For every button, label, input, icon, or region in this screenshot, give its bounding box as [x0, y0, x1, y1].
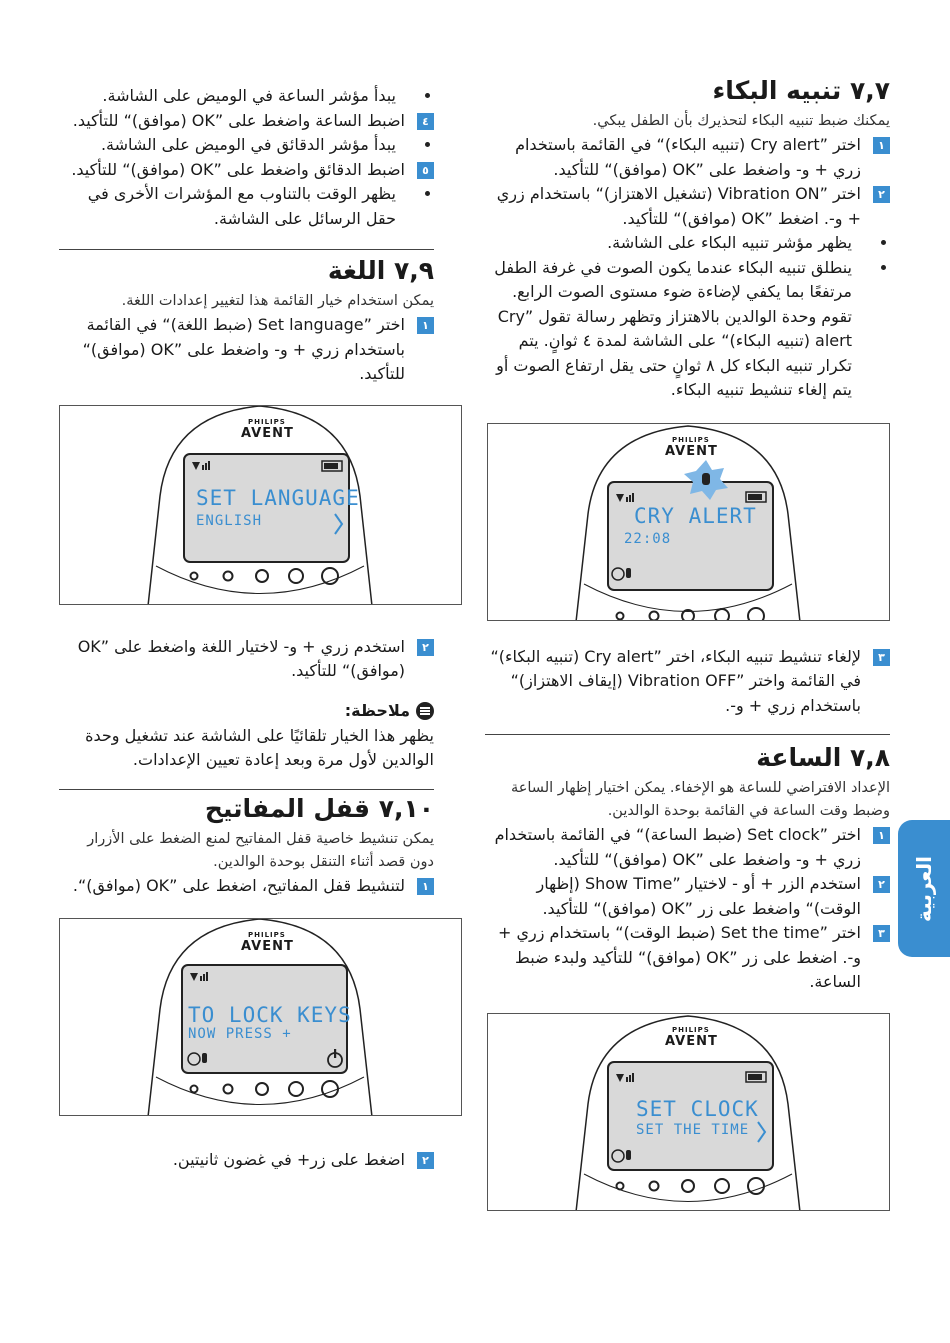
- step-number: ٢: [417, 639, 434, 656]
- step-number: ١: [417, 317, 434, 334]
- step-number: ١: [873, 827, 890, 844]
- bullet-icon: [878, 240, 886, 248]
- bullet-text: يبدأ مؤشر الساعة في الوميض على الشاشة.: [102, 86, 396, 105]
- step-text: اختر ”Set the time (ضبط الوقت)“ باستخدام زري + و-. اضغط على زر ”OK (موافق)“ للتأكيد ولبدء ضبط الساعة.: [497, 923, 861, 991]
- step-number: ٢: [417, 1152, 434, 1169]
- language-side-tab: [898, 820, 950, 957]
- brand-avent: AVENT: [665, 443, 718, 459]
- step-text: اختر ”Cry alert (تنبيه البكاء)“ في القائمة باستخدام زري + و- واضغط على ”OK (موافق)“ للتأكيد.: [515, 135, 861, 179]
- step-number: ٤: [417, 113, 434, 130]
- section-title-keylock: ٧,١٠ قفل المفاتيح: [204, 793, 434, 823]
- step-number: ٣: [873, 649, 890, 666]
- step-number: ٢: [873, 876, 890, 893]
- note-heading: [59, 698, 434, 724]
- brand-avent: AVENT: [665, 1033, 718, 1049]
- cry-alert-illustration: [487, 423, 890, 621]
- lcd-line-2: NOW PRESS +: [188, 1026, 292, 1042]
- step-number: ١: [417, 878, 434, 895]
- language-step-2: [59, 635, 434, 684]
- section-title-clock: ٧,٨ الساعة: [756, 743, 890, 772]
- brand-avent: AVENT: [241, 425, 294, 441]
- lcd-line-1: SET LANGUAGE: [196, 485, 360, 510]
- step-text: اضبط الساعة واضغط على ”OK (موافق)“ للتأكيد.: [72, 110, 405, 130]
- step-number: ١: [873, 137, 890, 154]
- clock-step-2: [485, 872, 890, 921]
- language-illustration: [59, 405, 462, 605]
- lcd-line-1: CRY ALERT: [634, 503, 757, 528]
- side-tab-label: العربية: [912, 855, 936, 922]
- step-text: اختر ”Vibration ON (تشغيل الاهتزاز)“ باستخدام زري + و-. اضغط ”OK (موافق)“ للتأكيد.: [496, 184, 861, 228]
- clock-step-3: [485, 921, 890, 995]
- bullet-text: يظهر مؤشر تنبيه البكاء على الشاشة.: [607, 233, 852, 252]
- step-text: لإلغاء تنشيط تنبيه البكاء، اختر ”Cry alert (تنبيه البكاء)“ في القائمة واختر ”Vibration OFF (إيقاف الاهتزاز)“ باستخدام زري + و-.: [490, 646, 861, 715]
- clock-bullet-1: [59, 84, 434, 109]
- lcd-line-2: 22:08: [624, 530, 672, 547]
- clock-illustration: [487, 1013, 890, 1211]
- cry-alert-step-2: [485, 182, 890, 231]
- clock-intro: الإعداد الافتراضي للساعة هو الإخفاء. يمكن اختيار إظهار الساعة وضبط وقت الساعة في القائمة بوحدة الوالدين.: [510, 780, 890, 819]
- section-divider: [59, 249, 434, 250]
- keylock-illustration: [59, 918, 462, 1116]
- brand-philips: PHILIPS: [672, 435, 710, 444]
- bullet-text: ينطلق تنبيه البكاء عندما يكون الصوت في غرفة الطفل مرتفعًا بما يكفي لإضاءة ضوء مستوى الصوت الرابع. تقوم وحدة الوالدين بالاهتزاز وتظهر رسالة تقول ”Cry alert (تنبيه البكاء)“ على الشاشة لمدة ٤ ثوانٍ. يتم تكرار تنبيه البكاء كل ٨ ثوانٍ حتى يقل ارتفاع الصوت أو يتم إلغاء تنشيط تنبيه البكاء.: [494, 257, 852, 399]
- clock-step-4: [59, 109, 434, 134]
- step-text: استخدم الزر + أو - لاختيار ”Show Time (إظهار الوقت)“ واضغط على زر ”OK (موافق)“ للتأكيد.: [536, 874, 861, 918]
- bullet-icon: [878, 265, 886, 273]
- bullet-icon: [422, 191, 430, 199]
- clock-bullet-3: [59, 182, 434, 231]
- lcd-line-1: SET CLOCK: [636, 1096, 759, 1121]
- clock-bullet-2: [59, 133, 434, 158]
- section-divider: [59, 789, 434, 790]
- keylock-intro: يمكن تنشيط خاصية قفل المفاتيح لمنع الضغط على الأزرار دون قصد أثناء التنقل بوحدة الوالدين.: [87, 830, 434, 870]
- clock-step-1: [485, 823, 890, 872]
- cry-alert-step-3: [485, 645, 890, 719]
- language-intro: يمكن استخدام خيار القائمة هذا لتغيير إعدادات اللغة.: [121, 293, 434, 309]
- lcd-line-2: SET THE TIME: [636, 1121, 750, 1138]
- brand-avent: AVENT: [241, 939, 294, 954]
- right-column: [485, 74, 890, 1211]
- brand-philips: PHILIPS: [248, 417, 286, 426]
- cry-alert-bullet-1: [485, 231, 890, 256]
- step-text: اختر ”Set language (ضبط اللغة)“ في القائمة باستخدام زري + و- واضغط على ”OK (موافق)“ للتأكيد.: [82, 315, 405, 383]
- cry-alert-intro: يمكنك ضبط تنبيه البكاء لتحذيرك بأن الطفل يبكي.: [592, 113, 890, 129]
- section-divider: [485, 734, 890, 735]
- step-number: ٥: [417, 162, 434, 179]
- cry-alert-bullet-2: [485, 256, 890, 403]
- bullet-text: يبدأ مؤشر الدقائق في الوميض على الشاشة.: [100, 135, 396, 154]
- step-number: ٣: [873, 925, 890, 942]
- keylock-step-2: [59, 1148, 434, 1173]
- step-number: ٢: [873, 186, 890, 203]
- step-text: اختر ”Set clock (ضبط الساعة)“ في القائمة باستخدام زري + و- واضغط على ”OK (موافق)“ للتأكيد.: [494, 825, 861, 869]
- cry-alert-step-1: [485, 133, 890, 182]
- clock-step-5: [59, 158, 434, 183]
- step-text: اضبط الدقائق واضغط على ”OK (موافق)“ للتأكيد.: [71, 159, 405, 179]
- step-text: لتنشيط قفل المفاتيح، اضغط على ”OK (موافق)“.: [72, 875, 405, 895]
- keylock-step-1: [59, 874, 434, 899]
- brand-philips: PHILIPS: [248, 931, 286, 939]
- step-text: استخدم زري + و- لاختيار اللغة واضغط على ”OK (موافق)“ للتأكيد.: [77, 636, 405, 680]
- section-title-cry-alert: ٧,٧ تنبيه البكاء: [712, 76, 890, 105]
- section-title-language: ٧,٩ اللغة: [327, 256, 434, 285]
- step-text: اضغط على زر+ في غضون ثانيتين.: [172, 1150, 405, 1169]
- bullet-icon: [422, 93, 430, 101]
- note-text: يظهر هذا الخيار تلقائيًا على الشاشة عند تشغيل وحدة الوالدين لأول مرة وبعد إعادة تعيين الإعدادات.: [85, 725, 434, 769]
- left-column: [59, 84, 434, 1173]
- note-icon: [416, 702, 434, 720]
- bullet-text: يظهر الوقت بالتناوب مع المؤشرات الأخرى في حقل الرسائل على الشاشة.: [87, 184, 396, 228]
- language-step-1: [59, 313, 434, 387]
- lcd-line-1: TO LOCK KEYS: [188, 1003, 352, 1027]
- bullet-icon: [422, 142, 430, 150]
- lcd-line-2: ENGLISH: [196, 512, 263, 529]
- note-label: ملاحظة:: [344, 700, 410, 720]
- brand-philips: PHILIPS: [672, 1025, 710, 1034]
